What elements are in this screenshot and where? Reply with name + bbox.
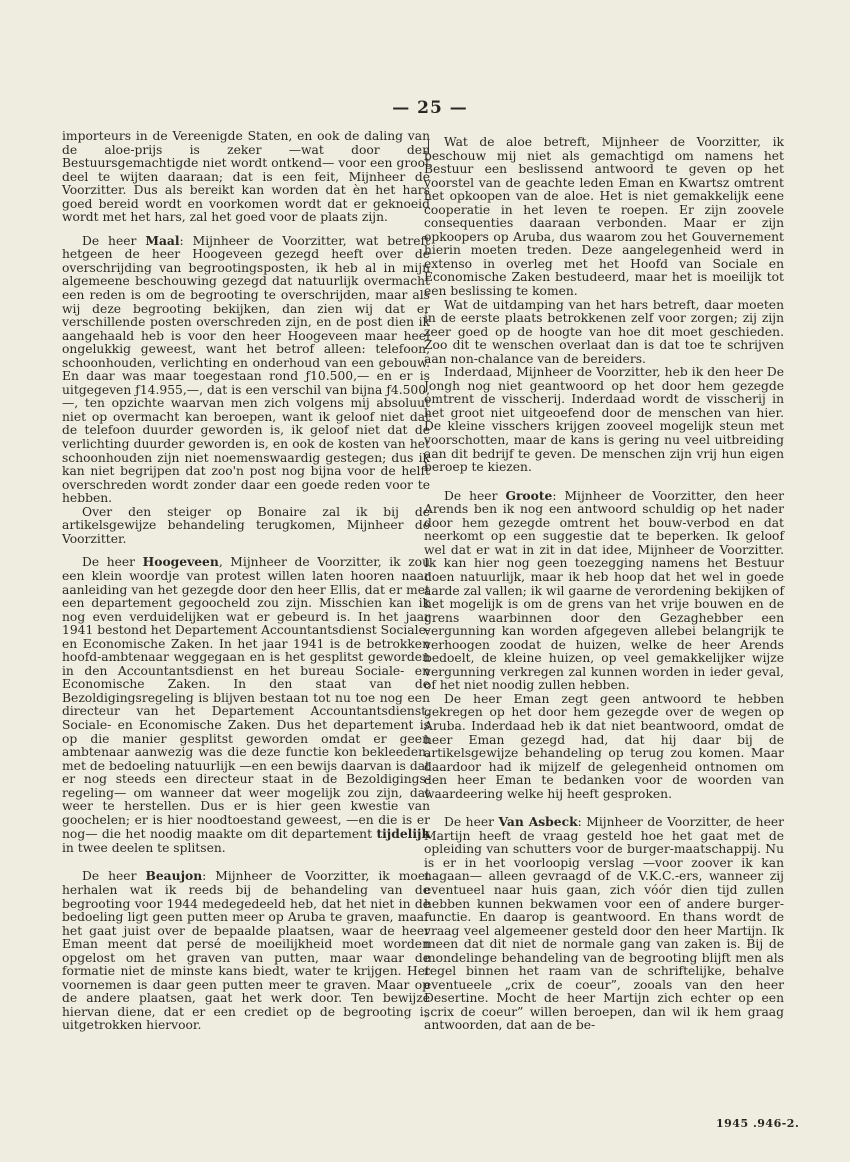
paragraph: importeurs in de Vereenigde Staten, en ook de daling van de aloe-prijs is zeker —wat door den Bestuursgemachtigde niet wordt ontkend— voor een groot deel te wijten daaraan; dat is een feit, Mijnheer de Voorzitter. Dus als bereikt kan worden dat èn het hars goed bereid wordt en voorkomen wordt dat er geknoeid wordt met het hars, zal het goed voor de plaats zijn.	[62, 129, 430, 225]
speaker-name: Beaujon	[145, 868, 203, 884]
paragraph: De heer Maal: Mijnheer de Voorzitter, wat betreft hetgeen de heer Hoogeveen gezegd heeft over de overschrijding van begrootingsposten, ik heb al in mijn algemeene beschouwing gezegd dat natuurlijk overmacht een reden is om de begrooting te overschrijden, maar als wij deze begrooting bekijken, dan zien wij dat er verschillende posten overschreden zijn, en de post dien ik aangehaald heb is voor den heer Hoogeveen maar heel ongelukkig geweest, want het betrof alleen: telefoon, schoonhouden, verlichting en onderhoud van een gebouw. En daar was maar toegestaan rond ƒ10.500,— en er is uitgegeven ƒ14.955,—, dat is een verschil van bijna ƒ4.500,—, ten opzichte waarvan men zich volgens mij absoluut niet op overmacht kan beroepen, want ik geloof niet dat de telefoon duurder geworden is, ik geloof niet dat de verlichting duurder geworden is, en ook de kosten van het schoonhouden zijn niet noemenswaardig gestegen; dus ik kan niet begrijpen dat zoo'n post nog bijna voor de helft overschreden wordt zonder daar een goede reden voor te hebben.	[62, 232, 430, 506]
paragraph: De heer Groote: Mijnheer de Voorzitter, den heer Arends ben ik nog een antwoord schuldig op het nader door hem gezegde omtrent het bouw-verbod en dat neerkomt op een suggestie dat te beperken. Ik geloof wel dat er wat in zit in dat idee, Mijnheer de Voorzitter. Ik kan hier nog geen toezegging namens het Bestuur doen natuurlijk, maar ik heb hoop dat het wel in goede aarde zal vallen; ik wil gaarne de verordening bekijken of het mogelijk is om de grens van het vrije bouwen en de grens waarbinnen door den Gezaghebber een vergunning kan worden afgegeven allebei belangrijk te verhoogen zoodat de huizen, welke de heer Arends bedoelt, de kleine huizen, op veel gemakkelijker wijze vergunning verkregen zal kunnen worden in ieder geval, of het niet noodig zullen hebben.	[424, 487, 784, 693]
paragraph: De heer Eman zegt geen antwoord te hebben gekregen op het door hem gezegde over de wegen op Aruba. Inderdaad heb ik dat niet beantwoord, omdat de heer Eman gezegd had, dat hij daar bij de artikelsgewijze behandeling op terug zou komen. Maar daardoor had ik mijzelf de gelegenheid ontnomen om den heer Eman te bedanken voor de woorden van waardeering welke hij heeft gesproken.	[424, 691, 784, 801]
page-number: — 25 —	[392, 98, 468, 118]
speaker-name: Van Asbeck	[498, 814, 578, 830]
emphasis-text: tijdelijk	[376, 826, 430, 842]
paragraph: Over den steiger op Bonaire zal ik bij de artikelsgewijze behandeling terugkomen, Mijnheer de Voorzitter.	[62, 504, 430, 546]
paragraph: Inderdaad, Mijnheer de Voorzitter, heb ik den heer De Jongh nog niet geantwoord op het door hem gezegde omtrent de visscherij. Inderdaad wordt de visscherij in het groot niet uitgeoefend door de menschen van hier. De kleine visschers krijgen zooveel mogelijk steun met voorschotten, maar de kans is gering nu veel uitbreiding aan dit bedrijf te geven. De menschen zijn vrij hun eigen beroep te kiezen.	[424, 365, 784, 475]
speaker-name: Groote	[505, 487, 553, 503]
paragraph: Wat de uitdamping van het hars betreft, daar moeten in de eerste plaats betrokkenen zelf voor zorgen; zij zijn zeer goed op de hoogte van hoe dit moet geschieden. Zoo dit te wenschen overlaat dan is dat toe te schrijven aan non-chalance van de bereiders.	[424, 297, 784, 366]
left-column	[62, 130, 430, 1033]
speaker-name: Maal	[145, 232, 180, 248]
paragraph: Wat de aloe betreft, Mijnheer de Voorzitter, ik beschouw mij niet als gemachtigd om namens het Bestuur een beslissend antwoord te geven op het voorstel van de geachte leden Eman en Kwartsz omtrent het opkoopen van de aloe. Het is niet gemakkelijk eene cooperatie in het leven te roepen. Er zijn zoovele consequenties daaraan verbonden. Maar er zijn opkoopers op Aruba, dus waarom zou het Gouvernement hierin moeten treden. Deze aangelegenheid werd in extenso in overleg met het Hoofd van Sociale en Economische Zaken bestudeerd, maar het is moeilijk tot een beslissing te komen.	[424, 135, 784, 299]
paragraph: De heer Hoogeveen, Mijnheer de Voorzitter, ik zou een klein woordje van protest willen laten hooren naar aanleiding van het gezegde door den heer Ellis, dat er met een departement gegoocheld zou zijn. Misschien kan ik nog even verduidelijken wat er gebeurd is. In het jaar 1941 bestond het Departement Accountantsdienst Sociale- en Economische Zaken. In het jaar 1941 is de betrokken hoofd-ambtenaar weggegaan en is het gesplitst geworden in den Accountantsdienst en het bureau Sociale- en Economische Zaken. In den staat van de Bezoldigingsregeling is blijven bestaan tot nu toe nog een directeur van het Departement Accountantsdienst, Sociale- en Economische Zaken. Dus het departement is op die manier gesplitst geworden omdat er geen ambtenaar aanwezig was die deze functie kon bekleeden, met de bedoeling natuurlijk —en een bewijs daarvan is dat er nog steeds een directeur staat in de Bezoldigings-regeling— om wanneer dat weer mogelijk zou zijn, dat weer te herstellen. Dus er is hier geen kwestie van goochelen; er is hier noodtoestand geweest, —en die is er nog— die het noodig maakte om dit departement tijdelijk in twee deelen te splitsen.	[62, 554, 430, 855]
paragraph: De heer Van Asbeck: Mijnheer de Voorzitter, de heer Martijn heeft de vraag gesteld hoe het gaat met de opleiding van schutters voor de burger-maatschappij. Nu is er in het voorloopig verslag —voor zoover ik kan nagaan— alleen gevraagd of de V.K.C.-ers, wanneer zij eventueel naar huis gaan, zich vóór dien tijd zullen hebben kunnen bekwamen voor een of andere burger-functie. En daarop is geantwoord. En thans wordt de vraag veel algemeener gesteld door den heer Martijn. Ik meen dat dit niet de normale gang van zaken is. Bij de mondelinge behandeling van de begrooting blijft men als regel binnen het raam van de schriftelijke, behalve eventueele „crix de coeur”, zooals van den heer Desertine. Mocht de heer Martijn zich echter op een „crix de coeur” willen beroepen, dan wil ik hem graag antwoorden, dat aan de be-	[424, 814, 785, 1033]
paragraph: De heer Beaujon: Mijnheer de Voorzitter, ik moet herhalen wat ik reeds bij de behandeling van de begrooting voor 1944 medegedeeld heb, dat het niet in de bedoeling ligt geen putten meer op Aruba te graven, maar het gaat juist over de bepaalde plaatsen, waar de heer Eman meent dat persé de moeilijkheid moet worden opgelost om het graven van putten, maar waar de formatie niet de minste kans biedt, water te krijgen. Het voornemen is daar geen putten meer te graven. Maar op de andere plaatsen, gaat het werk door. Ten bewijze hiervan diene, dat er een crediet op de begrooting is uitgetrokken hiervoor.	[62, 868, 431, 1033]
right-column	[424, 136, 784, 1033]
footer-code: 1945 .946-2.	[716, 1117, 800, 1130]
speaker-name: Hoogeveen	[142, 554, 219, 570]
